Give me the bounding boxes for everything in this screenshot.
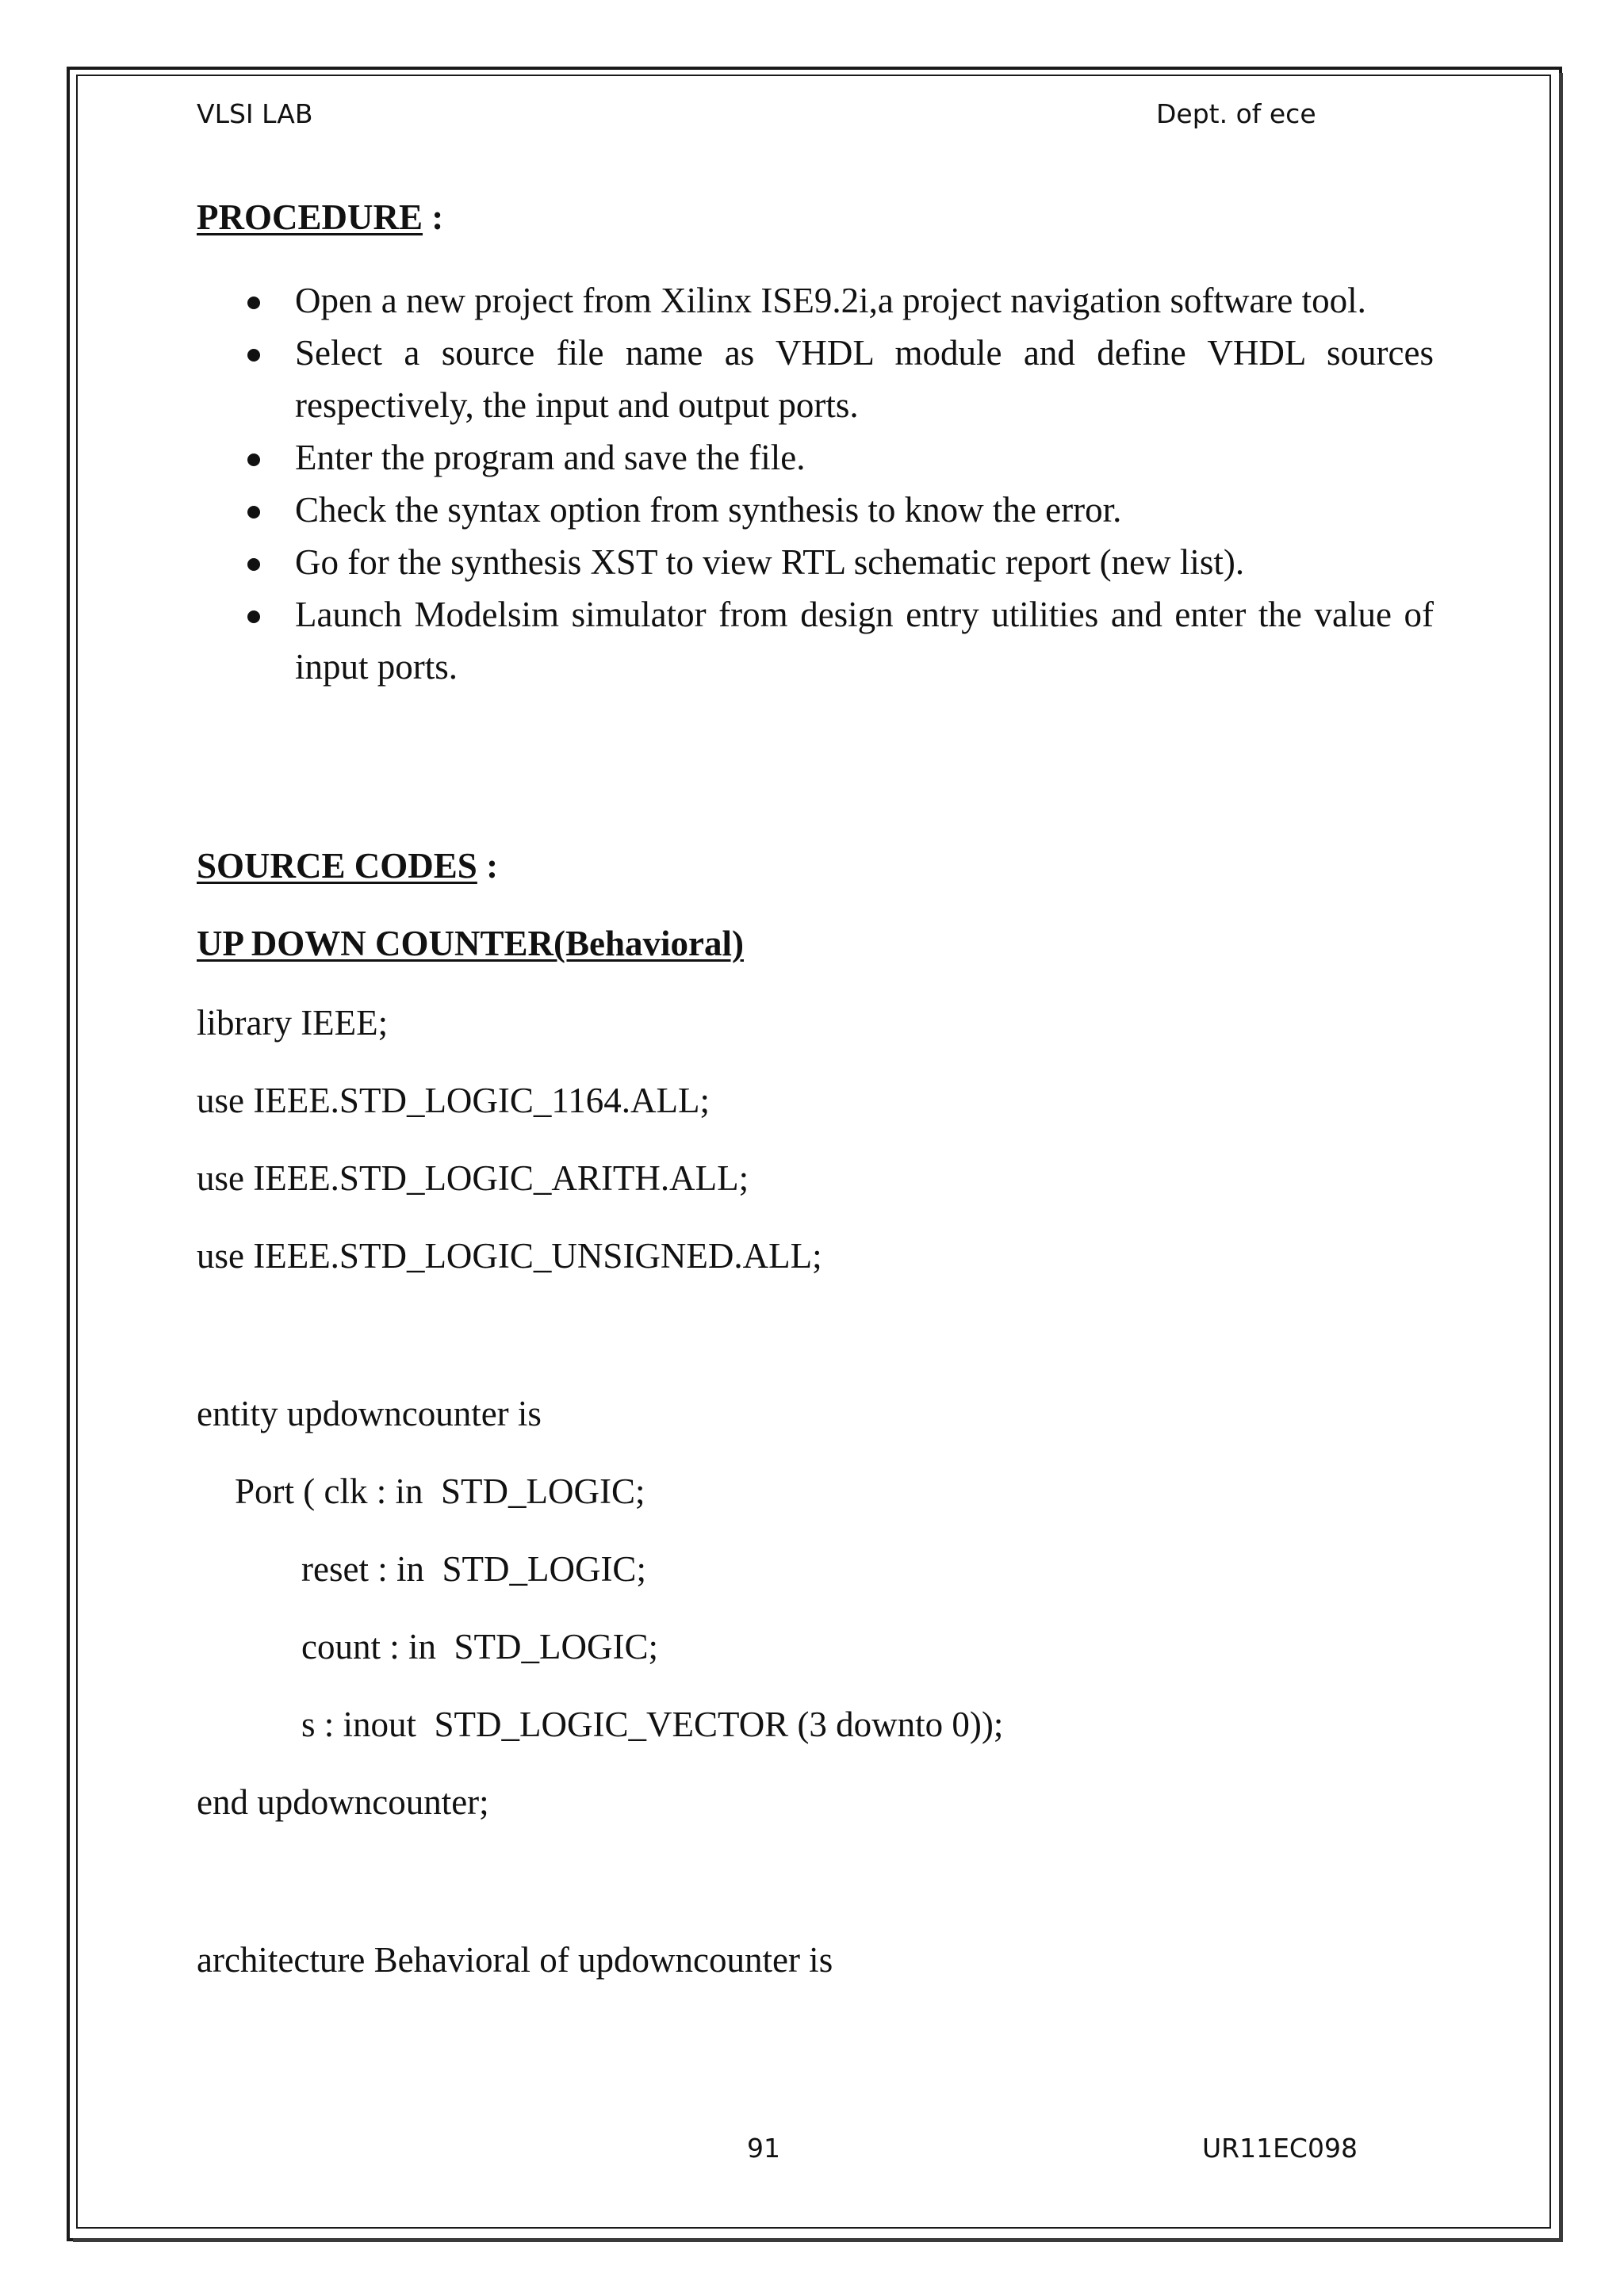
procedure-step-text: Open a new project from Xilinx ISE9.2i,a project navigation software tool. — [295, 281, 1366, 320]
footer-page-number: 91 — [747, 2133, 780, 2164]
procedure-step — [197, 274, 1434, 327]
procedure-step-text: Check the syntax option from synthesis to know the error. — [295, 490, 1122, 530]
procedure-heading — [197, 197, 443, 238]
procedure-step-text: Launch Modelsim simulator from design entry utilities and enter the value of input ports. — [295, 595, 1434, 687]
bullet-icon — [247, 297, 260, 309]
procedure-step-text: Go for the synthesis XST to view RTL schematic report (new list). — [295, 542, 1245, 582]
page-border-shadow-bottom — [73, 2238, 1563, 2242]
procedure-steps-list — [197, 274, 1434, 693]
procedure-heading-text: PROCEDURE — [197, 197, 423, 237]
header-department: Dept. of ece — [1156, 98, 1316, 129]
code-line: use IEEE.STD_LOGIC_UNSIGNED.ALL; — [197, 1236, 822, 1276]
procedure-step — [197, 484, 1434, 536]
bullet-icon — [247, 610, 260, 623]
bullet-icon — [247, 558, 260, 571]
counter-subheading — [197, 923, 744, 964]
code-line: reset : in STD_LOGIC; — [301, 1549, 646, 1589]
code-line: count : in STD_LOGIC; — [301, 1627, 658, 1667]
code-line: end updowncounter; — [197, 1782, 489, 1822]
procedure-step — [197, 431, 1434, 484]
source-codes-heading-colon: : — [477, 846, 499, 886]
code-line: Port ( clk : in STD_LOGIC; — [235, 1471, 645, 1511]
counter-subheading-text: UP DOWN COUNTER(Behavioral) — [197, 924, 744, 963]
procedure-step-text: Select a source file name as VHDL module and define VHDL sources respectively, the input and output ports. — [295, 333, 1434, 425]
header-lab-name: VLSI LAB — [197, 98, 313, 129]
procedure-heading-colon: : — [423, 197, 444, 237]
source-codes-heading-text: SOURCE CODES — [197, 846, 477, 886]
code-line: use IEEE.STD_LOGIC_1164.ALL; — [197, 1081, 710, 1120]
procedure-step — [197, 327, 1434, 431]
code-line: use IEEE.STD_LOGIC_ARITH.ALL; — [197, 1158, 749, 1198]
procedure-step-text: Enter the program and save the file. — [295, 438, 806, 477]
code-line: entity updowncounter is — [197, 1394, 542, 1433]
procedure-step — [197, 588, 1434, 693]
page-border-shadow-right — [1559, 73, 1563, 2242]
procedure-step — [197, 536, 1434, 588]
bullet-icon — [247, 453, 260, 466]
code-line: s : inout STD_LOGIC_VECTOR (3 downto 0)); — [301, 1705, 1004, 1744]
code-line: architecture Behavioral of updowncounter is — [197, 1940, 833, 1980]
bullet-icon — [247, 506, 260, 519]
code-line: library IEEE; — [197, 1003, 389, 1043]
footer-roll-number: UR11EC098 — [1202, 2133, 1358, 2164]
bullet-icon — [247, 349, 260, 362]
source-codes-heading — [197, 845, 498, 886]
